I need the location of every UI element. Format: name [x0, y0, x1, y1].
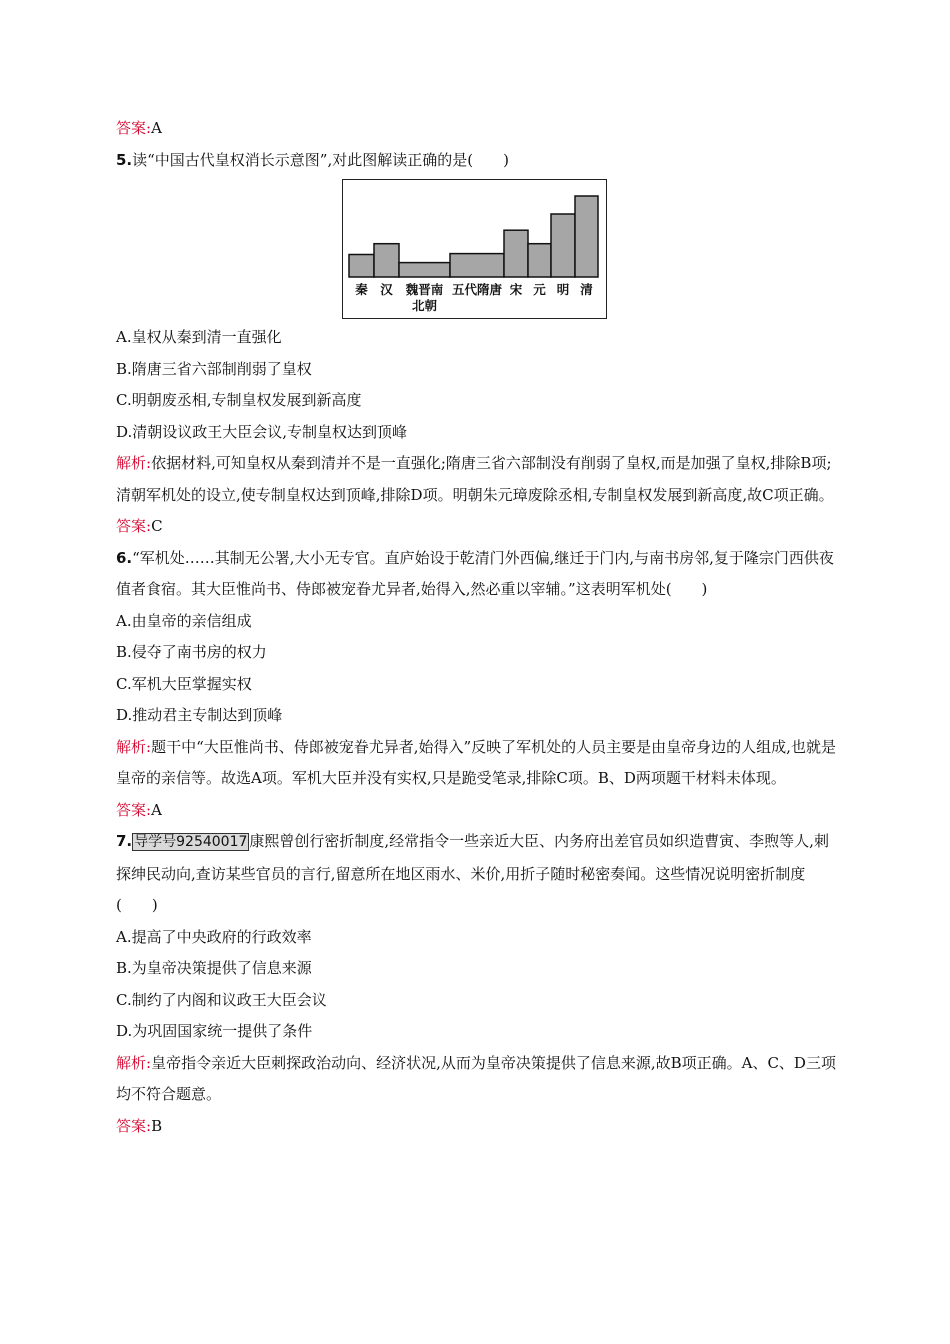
answer-value: A [151, 119, 162, 137]
q6-option-c: C.军机大臣掌握实权 [116, 674, 252, 693]
guide-number-tag: 导学号92540017 [134, 834, 248, 850]
q6-option-b: B.侵夺了南书房的权力 [116, 643, 267, 661]
analysis-label: 解析: [116, 737, 152, 756]
category-label-8: 清 [580, 282, 593, 297]
analysis-label: 解析: [116, 1053, 152, 1072]
question-text: 康熙曾创行密折制度,经常指令一些亲近大臣、内务府出差官员如织造曹寅、李煦等人,刺探绅民动向,查访某些官员的言行,留意所在地区雨水、米价,用折子随时秘密奏闻。这些情况说明密折制度( ) [116, 832, 829, 914]
q6-analysis [116, 732, 836, 795]
category-label-3: 魏晋南 [405, 282, 444, 297]
analysis-label: 解析: [116, 454, 152, 472]
answer-value: B [151, 1116, 163, 1135]
bar-6 [528, 244, 551, 277]
imperial-power-chart [342, 179, 607, 319]
category-label-1: 秦 [355, 282, 368, 297]
q7-analysis [116, 1048, 836, 1111]
q7-option-c: C.制约了内阁和议政王大臣会议 [116, 990, 327, 1009]
analysis-text: 皇帝指令亲近大臣刺探政治动向、经济状况,从而为皇帝决策提供了信息来源,故B项正确。A、C、D三项均不符合题意。 [116, 1053, 836, 1103]
bar-2 [374, 244, 399, 277]
q5-analysis [116, 448, 836, 511]
q6-stem [116, 543, 836, 606]
answer-label: 答案: [116, 1116, 152, 1135]
question-text: 读“中国古代皇权消长示意图”,对此图解读正确的是( ) [132, 150, 509, 169]
q7-answer [116, 1111, 836, 1143]
q7-option-a: A.提高了中央政府的行政效率 [116, 927, 312, 946]
q5-answer [116, 511, 836, 543]
q5-option-d: D.清朝设议政王大臣会议,专制皇权达到顶峰 [116, 422, 408, 441]
bar-8 [575, 196, 598, 277]
answer-label: 答案: [116, 800, 152, 819]
question-number: 7. [116, 832, 133, 850]
q6-option-a: A.由皇帝的亲信组成 [116, 611, 252, 630]
q4-answer [116, 113, 836, 145]
answer-label: 答案: [116, 119, 152, 137]
category-label-3-line2: 北朝 [411, 298, 438, 313]
answer-value: C [151, 517, 163, 535]
q7-option-b: B.为皇帝决策提供了信息来源 [116, 959, 312, 977]
document-page [116, 113, 836, 1142]
q7-option-d: D.为巩固国家统一提供了条件 [116, 1022, 313, 1040]
category-label-2: 汉 [380, 282, 393, 297]
question-number: 5. [116, 150, 133, 169]
q6-answer [116, 795, 836, 827]
answer-value: A [151, 800, 162, 819]
analysis-text: 依据材料,可知皇权从秦到清并不是一直强化;隋唐三省六部制没有削弱了皇权,而是加强了皇权,排除B项;清朝军机处的设立,使专制皇权达到顶峰,排除D项。明朝朱元璋废除丞相,专制皇权发展到新高度,故C项正确。 [116, 454, 834, 504]
q5-option-a: A.皇权从秦到清一直强化 [116, 328, 282, 346]
bar-3 [399, 263, 450, 277]
q5-stem [116, 145, 836, 177]
question-text: “军机处……其制无公署,大小无专官。直庐始设于乾清门外西偏,继迁于门内,与南书房邻,复于隆宗门西供夜值者食宿。其大臣惟尚书、侍郎被宠眷尤异者,始得入,然必重以宰辅。”这表明军机处( ) [116, 548, 834, 598]
bar-chart-svg [343, 180, 606, 318]
q5-option-b: B.隋唐三省六部制削弱了皇权 [116, 359, 312, 378]
analysis-text: 题干中“大臣惟尚书、侍郎被宠眷尤异者,始得入”反映了军机处的人员主要是由皇帝身边的人组成,也就是皇帝的亲信等。故选A项。军机大臣并没有实权,只是跪受笔录,排除C项。B、D两项题干材料未体现。 [116, 737, 836, 787]
q6-option-d: D.推动君主专制达到顶峰 [116, 706, 283, 724]
category-label-4: 五代隋唐 [451, 282, 503, 297]
bar-7 [551, 214, 575, 277]
category-label-5: 宋 [509, 282, 523, 297]
question-number: 6. [116, 548, 133, 567]
answer-label: 答案: [116, 517, 152, 535]
bar-5 [504, 230, 528, 277]
category-label-6: 元 [533, 282, 546, 297]
q7-stem [116, 826, 836, 922]
bar-4 [450, 254, 504, 277]
q5-option-c: C.明朝废丞相,专制皇权发展到新高度 [116, 391, 362, 409]
category-label-7: 明 [556, 282, 570, 297]
bar-1 [349, 255, 374, 278]
